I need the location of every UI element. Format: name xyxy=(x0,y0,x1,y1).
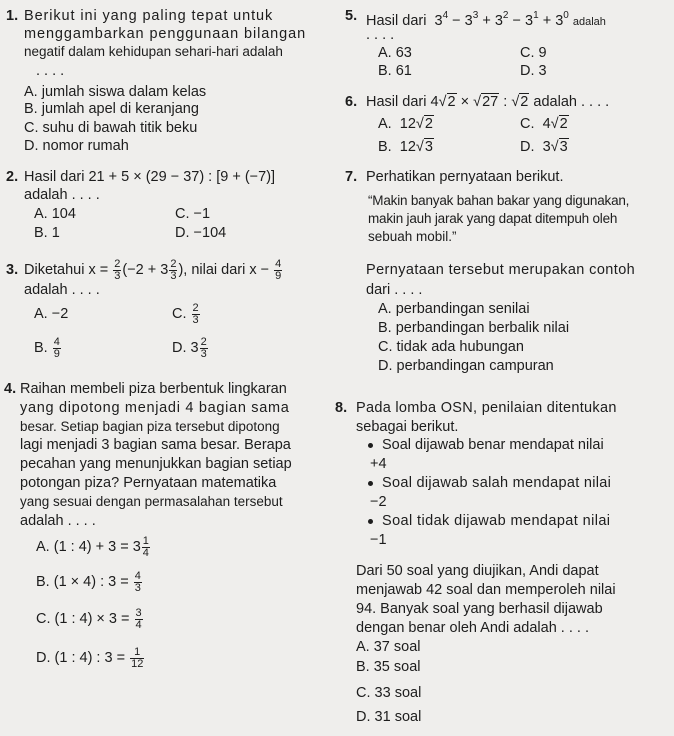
q7-line: dari . . . . xyxy=(366,282,423,298)
q8-number: 8. xyxy=(335,400,348,416)
q7-intro: Perhatikan pernyataan berikut. xyxy=(366,169,564,185)
q5-option-d: D. 3 xyxy=(520,63,547,79)
q8-line: sebagai berikut. xyxy=(356,419,459,435)
q5-option-c: C. 9 xyxy=(520,45,547,61)
q7-option-a: A. perbandingan senilai xyxy=(378,301,530,317)
q6-number: 6. xyxy=(345,94,358,110)
q1-option-c: C. suhu di bawah titik beku xyxy=(24,120,198,136)
q8-line: Pada lomba OSN, penilaian ditentukan xyxy=(356,400,617,416)
q4-option-a: A. (1 : 4) + 3 = 3 $\frac{1}{4}$ xyxy=(36,534,149,559)
q8-para-line: menjawab 42 soal dan memperoleh nilai xyxy=(356,582,616,598)
q8-bullet-text: Soal tidak dijawab mendapat nilai xyxy=(382,513,611,529)
q5-option-a: A. 63 xyxy=(378,45,412,61)
q3-option-a: A. −2 xyxy=(34,306,69,322)
q1-line: Berikut ini yang paling tepat untuk xyxy=(24,8,274,24)
q7-option-d: D. perbandingan campuran xyxy=(378,358,554,374)
q7-option-b: B. perbandingan berbalik nilai xyxy=(378,320,570,336)
q3-fraction: $\frac{2}{3}$ xyxy=(114,257,121,282)
q5-question: Hasil dari $3^4 - 3^3 + 3^2 - 3^1 + 3^0$ adalah xyxy=(366,10,606,29)
q7-quote-line: makin jauh jarak yang dapat ditempuh oleh xyxy=(368,211,618,226)
q8-para-line: dengan benar oleh Andi adalah . . . . xyxy=(356,620,589,636)
q8-bullet-value: −2 xyxy=(370,494,387,510)
q3-mixed-fraction: $\frac{2}{3}$ xyxy=(170,257,177,282)
q8-option-c: C. 33 soal xyxy=(356,685,422,701)
q8-bullet-icon xyxy=(368,481,373,486)
q4-option-c: C. (1 : 4) × 3 = $\frac{3}{4}$ xyxy=(36,606,142,631)
q4-line: potongan piza? Pernyataan matematika xyxy=(20,475,277,491)
q1-line: menggambarkan penggunaan bilangan xyxy=(24,26,307,42)
q4-line: pecahan yang menunjukkan bagian setiap xyxy=(20,456,292,472)
q8-option-a: A. 37 soal xyxy=(356,639,421,655)
q7-quote-line: “Makin banyak bahan bakar yang digunakan, xyxy=(368,193,630,208)
q4-option-b: B. (1 × 4) : 3 = $\frac{4}{3}$ xyxy=(36,569,141,594)
q4-line: adalah . . . . xyxy=(20,513,96,529)
q3-option-c: C. $\frac{2}{3}$ xyxy=(172,301,199,326)
q2-option-b: B. 1 xyxy=(34,225,60,241)
q4-option-d: D. (1 : 4) : 3 = $\frac{1}{12}$ xyxy=(36,645,144,670)
q8-bullet-icon xyxy=(368,443,373,448)
q1-line: negatif dalam kehidupan sehari-hari adalah xyxy=(24,44,283,59)
q2-number: 2. xyxy=(6,169,19,185)
q6-option-d: D. 3√3 xyxy=(520,139,568,155)
q4-line: besar. Setiap bagian piza tersebut dipotong xyxy=(20,419,280,434)
q6-option-b: B. 12√3 xyxy=(378,139,433,155)
q2-question-end: adalah . . . . xyxy=(24,187,100,203)
q8-option-b: B. 35 soal xyxy=(356,659,421,675)
q4-number: 4. xyxy=(4,381,17,397)
q3-option-d: D. 3 $\frac{2}{3}$ xyxy=(172,335,207,360)
q5-number: 5. xyxy=(345,8,358,24)
q4-line: yang sesuai dengan permasalahan tersebut xyxy=(20,494,283,509)
q1-number: 1. xyxy=(6,8,19,24)
q8-bullet-text: Soal dijawab benar mendapat nilai xyxy=(382,437,604,453)
q7-quote-line: sebuah mobil.” xyxy=(368,229,457,244)
q1-option-a: A. jumlah siswa dalam kelas xyxy=(24,84,207,100)
q3-question: Diketahui x = $\frac{2}{3}$ (−2 + 3 $\frac{2}{3}$ ), nilai dari x − $\frac{4}{9}$ xyxy=(24,257,282,282)
q2-option-d: D. −104 xyxy=(175,225,227,241)
q6-option-a: A. 12√2 xyxy=(378,116,433,132)
q3-question-end: adalah . . . . xyxy=(24,282,100,298)
q3-number: 3. xyxy=(6,262,19,278)
q8-bullet-value: +4 xyxy=(370,456,387,472)
q5-option-b: B. 61 xyxy=(378,63,412,79)
q7-number: 7. xyxy=(345,169,358,185)
q8-option-d: D. 31 soal xyxy=(356,709,422,725)
q8-bullet-text: Soal dijawab salah mendapat nilai xyxy=(382,475,612,491)
q4-line: yang dipotong menjadi 4 bagian sama xyxy=(20,400,290,416)
q2-option-a: A. 104 xyxy=(34,206,76,222)
q2-option-c: C. −1 xyxy=(175,206,211,222)
q8-bullet-icon xyxy=(368,519,373,524)
q7-option-c: C. tidak ada hubungan xyxy=(378,339,524,355)
q3-fraction-2: $\frac{4}{9}$ xyxy=(275,257,282,282)
q6-option-c: C. 4√2 xyxy=(520,116,568,132)
q8-para-line: Dari 50 soal yang diujikan, Andi dapat xyxy=(356,563,599,579)
q5-dots: . . . . xyxy=(366,27,395,43)
q1-option-b: B. jumlah apel di keranjang xyxy=(24,101,199,117)
q8-bullet-value: −1 xyxy=(370,532,387,548)
q1-line: . . . . xyxy=(36,63,65,79)
q4-line: Raihan membeli piza berbentuk lingkaran xyxy=(20,381,287,397)
q8-para-line: 94. Banyak soal yang berhasil dijawab xyxy=(356,601,603,617)
q3-option-b: B. $\frac{4}{9}$ xyxy=(34,335,60,360)
q6-question: Hasil dari 4√2 × √27 : √2 adalah . . . . xyxy=(366,94,610,110)
q4-line: lagi menjadi 3 bagian sama besar. Berapa xyxy=(20,437,291,453)
q1-option-d: D. nomor rumah xyxy=(24,138,129,154)
q2-question: Hasil dari 21 + 5 × (29 − 37) : [9 + (−7)] xyxy=(24,169,276,185)
q7-line: Pernyataan tersebut merupakan contoh xyxy=(366,262,636,278)
